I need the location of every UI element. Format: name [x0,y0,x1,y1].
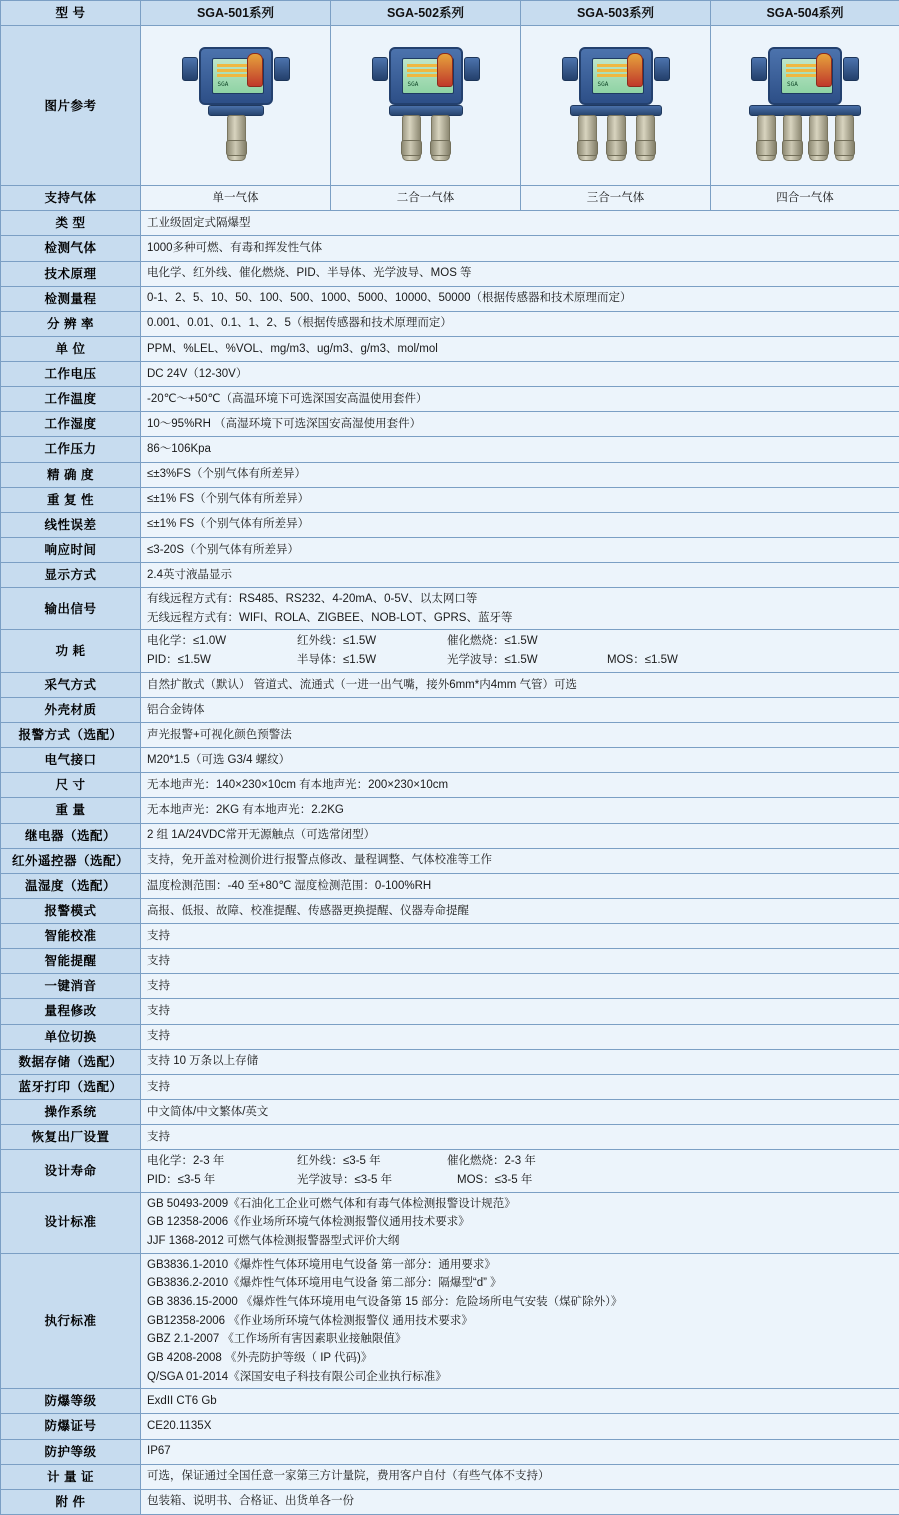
sensor-probe [757,115,776,161]
row-value-sampling: 自然扩散式（默认） 管道式、流通式（一进一出气嘴，接外6mm*内4mm 气管）可选 [141,672,899,697]
alarm-lamp-icon [437,53,453,87]
row-label-smart-reminder: 智能提醒 [1,949,141,974]
row-label-alarm-way: 报警方式（选配） [1,723,141,748]
table-row-principle [1,261,899,286]
execution-standard-item: GB3836.1-2010《爆炸性气体环境用电气设备 第一部分：通用要求》 [147,1257,893,1274]
row-label-power: 功 耗 [1,630,141,672]
table-row-repeatability [1,487,899,512]
row-value-relay: 2 组 1A/24VDC常开无源触点（可选常闭型） [141,823,899,848]
life-mos: MOS：≤3-5 年 [457,1172,617,1189]
row-label-accuracy: 精 确 度 [1,462,141,487]
product-image-502 [331,26,521,186]
manifold-bar [570,105,662,116]
row-label-data-storage: 数据存储（选配） [1,1049,141,1074]
life-line-2 [147,1172,893,1189]
row-label-ir-remote: 红外遥控器（选配） [1,848,141,873]
row-label-electrical-port: 电气接口 [1,748,141,773]
row-value-execution-standard [141,1253,899,1389]
power-infrared: 红外线：≤1.5W [297,633,447,650]
row-value-response-time: ≤3-20S（个别气体有所差异） [141,537,899,562]
row-label-principle: 技术原理 [1,261,141,286]
power-electrochemical: 电化学：≤1.0W [147,633,297,650]
design-standard-item: GB 50493-2009《石油化工企业可燃气体和有毒气体检测报警设计规范》 [147,1196,893,1213]
row-value-smart-calibration: 支持 [141,924,899,949]
row-label-work-humidity: 工作湿度 [1,412,141,437]
row-value-design-standard [141,1192,899,1253]
row-value-ip-rating: IP67 [141,1439,899,1464]
row-label-design-standard: 设计标准 [1,1192,141,1253]
row-value-accessories: 包装箱、说明书、合格证、出货单各一份 [141,1489,899,1514]
sensor-probe [431,115,450,161]
row-value-repeatability: ≤±1% FS（个别气体有所差异） [141,487,899,512]
table-row-linearity [1,512,899,537]
table-row-ir-remote [1,848,899,873]
table-row-ip-rating [1,1439,899,1464]
row-value-unit-switch: 支持 [141,1024,899,1049]
screen-text: SGA [408,81,419,90]
row-label-smart-calibration: 智能校准 [1,924,141,949]
mount-bracket-left-icon [372,57,388,81]
row-value-ex-cert: CE20.1135X [141,1414,899,1439]
power-semiconductor: 半导体：≤1.5W [297,652,447,669]
power-catalytic: 催化燃烧：≤1.5W [447,633,607,650]
row-value-unit: PPM、%LEL、%VOL、mg/m3、ug/m3、g/m3、mol/mol [141,336,899,361]
product-image-501 [141,26,331,186]
row-label-voltage: 工作电压 [1,362,141,387]
row-value-work-temp: -20℃～+50℃（高温环境下可选深国安高温使用套件） [141,387,899,412]
row-label-shell-material: 外壳材质 [1,697,141,722]
table-row-images [1,26,899,186]
row-value-ex-level: ExdII CT6 Gb [141,1389,899,1414]
row-label-image: 图片参考 [1,26,141,186]
table-row-factory-reset [1,1125,899,1150]
life-line-1 [147,1153,893,1170]
power-optical: 光学波导：≤1.5W [447,652,607,669]
gas-support-503: 三合一气体 [521,186,711,211]
alarm-lamp-icon [247,53,263,87]
table-row-accessories [1,1489,899,1514]
manifold-bar [389,105,463,116]
row-value-electrical-port: M20*1.5（可选 G3/4 螺纹） [141,748,899,773]
row-value-linearity: ≤±1% FS（个别气体有所差异） [141,512,899,537]
row-label-work-pressure: 工作压力 [1,437,141,462]
table-row-alarm-way [1,723,899,748]
life-infrared: 红外线：≤3-5 年 [297,1153,447,1170]
row-value-temp-humidity-option: 温度检测范围：-40 至+80℃ 湿度检测范围：0-100%RH [141,873,899,898]
row-label-unit: 单 位 [1,336,141,361]
table-row-gas-support [1,186,899,211]
row-label-metrology-cert: 计 量 证 [1,1464,141,1489]
gas-support-501: 单一气体 [141,186,331,211]
row-label-ex-cert: 防爆证号 [1,1414,141,1439]
row-label-ip-rating: 防护等级 [1,1439,141,1464]
row-label-temp-humidity-option: 温湿度（选配） [1,873,141,898]
table-row-resolution [1,311,899,336]
row-value-accuracy: ≤±3%FS（个别气体有所差异） [141,462,899,487]
row-label-response-time: 响应时间 [1,537,141,562]
table-row-execution-standard [1,1253,899,1389]
detector-body [579,47,653,105]
execution-standard-item: GB3836.2-2010《爆炸性气体环境用电气设备 第二部分：隔爆型“d” 》 [147,1275,893,1292]
sensor-probe [578,115,597,161]
table-row-range-modify [1,999,899,1024]
row-label-gas-support: 支持气体 [1,186,141,211]
row-value-factory-reset: 支持 [141,1125,899,1150]
row-value-design-life [141,1150,899,1192]
row-label-size: 尺 寸 [1,773,141,798]
life-optical: 光学波导：≤3-5 年 [297,1172,457,1189]
row-label-bluetooth-print: 蓝牙打印（选配） [1,1074,141,1099]
row-value-alarm-way: 声光报警+可视化颜色预警法 [141,723,899,748]
row-value-size: 无本地声光：140×230×10cm 有本地声光：200×230×10cm [141,773,899,798]
row-label-accessories: 附 件 [1,1489,141,1514]
row-value-ir-remote: 支持，免开盖对检测价进行报警点修改、量程调整、气体校准等工作 [141,848,899,873]
row-value-one-key-mute: 支持 [141,974,899,999]
table-row-smart-reminder [1,949,899,974]
row-label-output-signal: 输出信号 [1,588,141,630]
life-pid: PID：≤3-5 年 [147,1172,297,1189]
table-row-smart-calibration [1,924,899,949]
row-value-voltage: DC 24V（12-30V） [141,362,899,387]
power-pid: PID：≤1.5W [147,652,297,669]
table-row-work-temp [1,387,899,412]
manifold-bar [749,105,861,116]
row-label-detect-gas: 检测气体 [1,236,141,261]
table-row-alarm-mode [1,898,899,923]
design-standard-item: GB 12358-2006《作业场所环境气体检测报警仪通用技术要求》 [147,1214,893,1231]
life-catalytic: 催化燃烧：2-3 年 [447,1153,607,1170]
row-value-weight: 无本地声光：2KG 有本地声光：2.2KG [141,798,899,823]
row-value-display: 2.4英寸液晶显示 [141,563,899,588]
row-label-linearity: 线性误差 [1,512,141,537]
table-row-ex-cert [1,1414,899,1439]
detector-body [389,47,463,105]
sensor-probe [607,115,626,161]
table-row-output-signal [1,588,899,630]
model-header-503: SGA-503系列 [521,1,711,26]
row-value-detect-gas: 1000多种可燃、有毒和挥发性气体 [141,236,899,261]
row-label-work-temp: 工作温度 [1,387,141,412]
row-value-alarm-mode: 高报、低报、故障、校准提醒、传感器更换提醒、仪器寿命提醒 [141,898,899,923]
execution-standard-item: Q/SGA 01-2014《深国安电子科技有限公司企业执行标准》 [147,1369,893,1386]
table-row-type [1,211,899,236]
table-row-weight [1,798,899,823]
model-header-504: SGA-504系列 [711,1,899,26]
mount-bracket-right-icon [654,57,670,81]
table-row-voltage [1,362,899,387]
row-label-design-life: 设计寿命 [1,1150,141,1192]
execution-standard-item: GB 3836.15-2000 《爆炸性气体环境用电气设备第 15 部分：危险场所电气安装（煤矿除外）》 [147,1294,893,1311]
detector-body [768,47,842,105]
mount-bracket-right-icon [274,57,290,81]
screen-text: SGA [218,81,229,90]
row-value-bluetooth-print: 支持 [141,1074,899,1099]
row-label-type: 类 型 [1,211,141,236]
table-row-design-standard [1,1192,899,1253]
execution-standard-item: GBZ 2.1-2007 《工作场所有害因素职业接触限值》 [147,1331,893,1348]
model-header-502: SGA-502系列 [331,1,521,26]
sensor-probe [835,115,854,161]
gas-detector-illustration-3 [541,31,691,181]
gas-support-504: 四合一气体 [711,186,899,211]
sensor-probe [402,115,421,161]
table-row-metrology-cert [1,1464,899,1489]
row-value-work-humidity: 10～95%RH （高湿环境下可选深国安高湿使用套件） [141,412,899,437]
row-value-shell-material: 铝合金铸体 [141,697,899,722]
table-row-response-time [1,537,899,562]
row-label-resolution: 分 辨 率 [1,311,141,336]
table-row-relay [1,823,899,848]
table-row-model-header [1,1,899,26]
life-electrochemical: 电化学：2-3 年 [147,1153,297,1170]
row-label-operating-system: 操作系统 [1,1099,141,1124]
row-label-one-key-mute: 一键消音 [1,974,141,999]
row-label-repeatability: 重 复 性 [1,487,141,512]
table-row-power [1,630,899,672]
row-value-type: 工业级固定式隔爆型 [141,211,899,236]
row-label-execution-standard: 执行标准 [1,1253,141,1389]
row-label-model: 型 号 [1,1,141,26]
table-row-unit [1,336,899,361]
execution-standard-item: GB 4208-2008 《外壳防护等级（ IP 代码)》 [147,1350,893,1367]
table-row-electrical-port [1,748,899,773]
table-row-ex-level [1,1389,899,1414]
row-value-smart-reminder: 支持 [141,949,899,974]
row-value-power [141,630,899,672]
row-value-data-storage: 支持 10 万条以上存储 [141,1049,899,1074]
gas-detector-illustration-1 [161,31,311,181]
row-value-metrology-cert: 可选，保证通过全国任意一家第三方计量院，费用客户自付（有些气体不支持） [141,1464,899,1489]
row-label-unit-switch: 单位切换 [1,1024,141,1049]
power-line-2 [147,652,893,669]
table-row-display [1,563,899,588]
row-label-display: 显示方式 [1,563,141,588]
sensor-probe [227,115,246,161]
sensor-probe [636,115,655,161]
row-label-alarm-mode: 报警模式 [1,898,141,923]
table-row-detect-gas [1,236,899,261]
gas-support-502: 二合一气体 [331,186,521,211]
row-label-relay: 继电器（选配） [1,823,141,848]
detector-body [199,47,273,105]
gas-detector-illustration-4 [730,31,880,181]
row-value-operating-system: 中文简体/中文繁体/英文 [141,1099,899,1124]
mount-bracket-left-icon [751,57,767,81]
product-image-503 [521,26,711,186]
power-line-1 [147,633,893,650]
row-value-work-pressure: 86～106Kpa [141,437,899,462]
sensor-probe [783,115,802,161]
alarm-lamp-icon [816,53,832,87]
design-standard-item: JJF 1368-2012 可燃气体检测报警器型式评价大纲 [147,1233,893,1250]
row-value-resolution: 0.001、0.01、0.1、1、2、5（根据传感器和技术原理而定） [141,311,899,336]
product-image-504 [711,26,899,186]
table-row-work-humidity [1,412,899,437]
model-header-501: SGA-501系列 [141,1,331,26]
output-wireless: 无线远程方式有：WIFI、ROLA、ZIGBEE、NOB-LOT、GPRS、蓝牙等 [147,610,893,627]
row-label-range: 检测量程 [1,286,141,311]
row-value-principle: 电化学、红外线、催化燃烧、PID、半导体、光学波导、MOS 等 [141,261,899,286]
mount-bracket-right-icon [843,57,859,81]
table-row-sampling [1,672,899,697]
table-row-size [1,773,899,798]
table-row-temp-humidity-option [1,873,899,898]
gas-detector-illustration-2 [351,31,501,181]
output-wired: 有线远程方式有：RS485、RS232、4-20mA、0-5V、以太网口等 [147,591,893,608]
table-row-design-life [1,1150,899,1192]
table-row-operating-system [1,1099,899,1124]
screen-text: SGA [598,81,609,90]
manifold-bar [208,105,264,116]
alarm-lamp-icon [627,53,643,87]
table-row-shell-material [1,697,899,722]
table-row-work-pressure [1,437,899,462]
row-value-output-signal [141,588,899,630]
table-row-accuracy [1,462,899,487]
power-mos: MOS：≤1.5W [607,652,727,669]
row-value-range: 0-1、2、5、10、50、100、500、1000、5000、10000、50000（根据传感器和技术原理而定） [141,286,899,311]
row-label-sampling: 采气方式 [1,672,141,697]
execution-standard-item: GB12358-2006 《作业场所环境气体检测报警仪 通用技术要求》 [147,1313,893,1330]
sensor-probe [809,115,828,161]
table-row-bluetooth-print [1,1074,899,1099]
row-label-ex-level: 防爆等级 [1,1389,141,1414]
row-label-factory-reset: 恢复出厂设置 [1,1125,141,1150]
row-value-range-modify: 支持 [141,999,899,1024]
table-row-data-storage [1,1049,899,1074]
table-row-range [1,286,899,311]
row-label-weight: 重 量 [1,798,141,823]
mount-bracket-right-icon [464,57,480,81]
mount-bracket-left-icon [562,57,578,81]
mount-bracket-left-icon [182,57,198,81]
row-label-range-modify: 量程修改 [1,999,141,1024]
table-row-unit-switch [1,1024,899,1049]
table-row-one-key-mute [1,974,899,999]
screen-text: SGA [787,81,798,90]
